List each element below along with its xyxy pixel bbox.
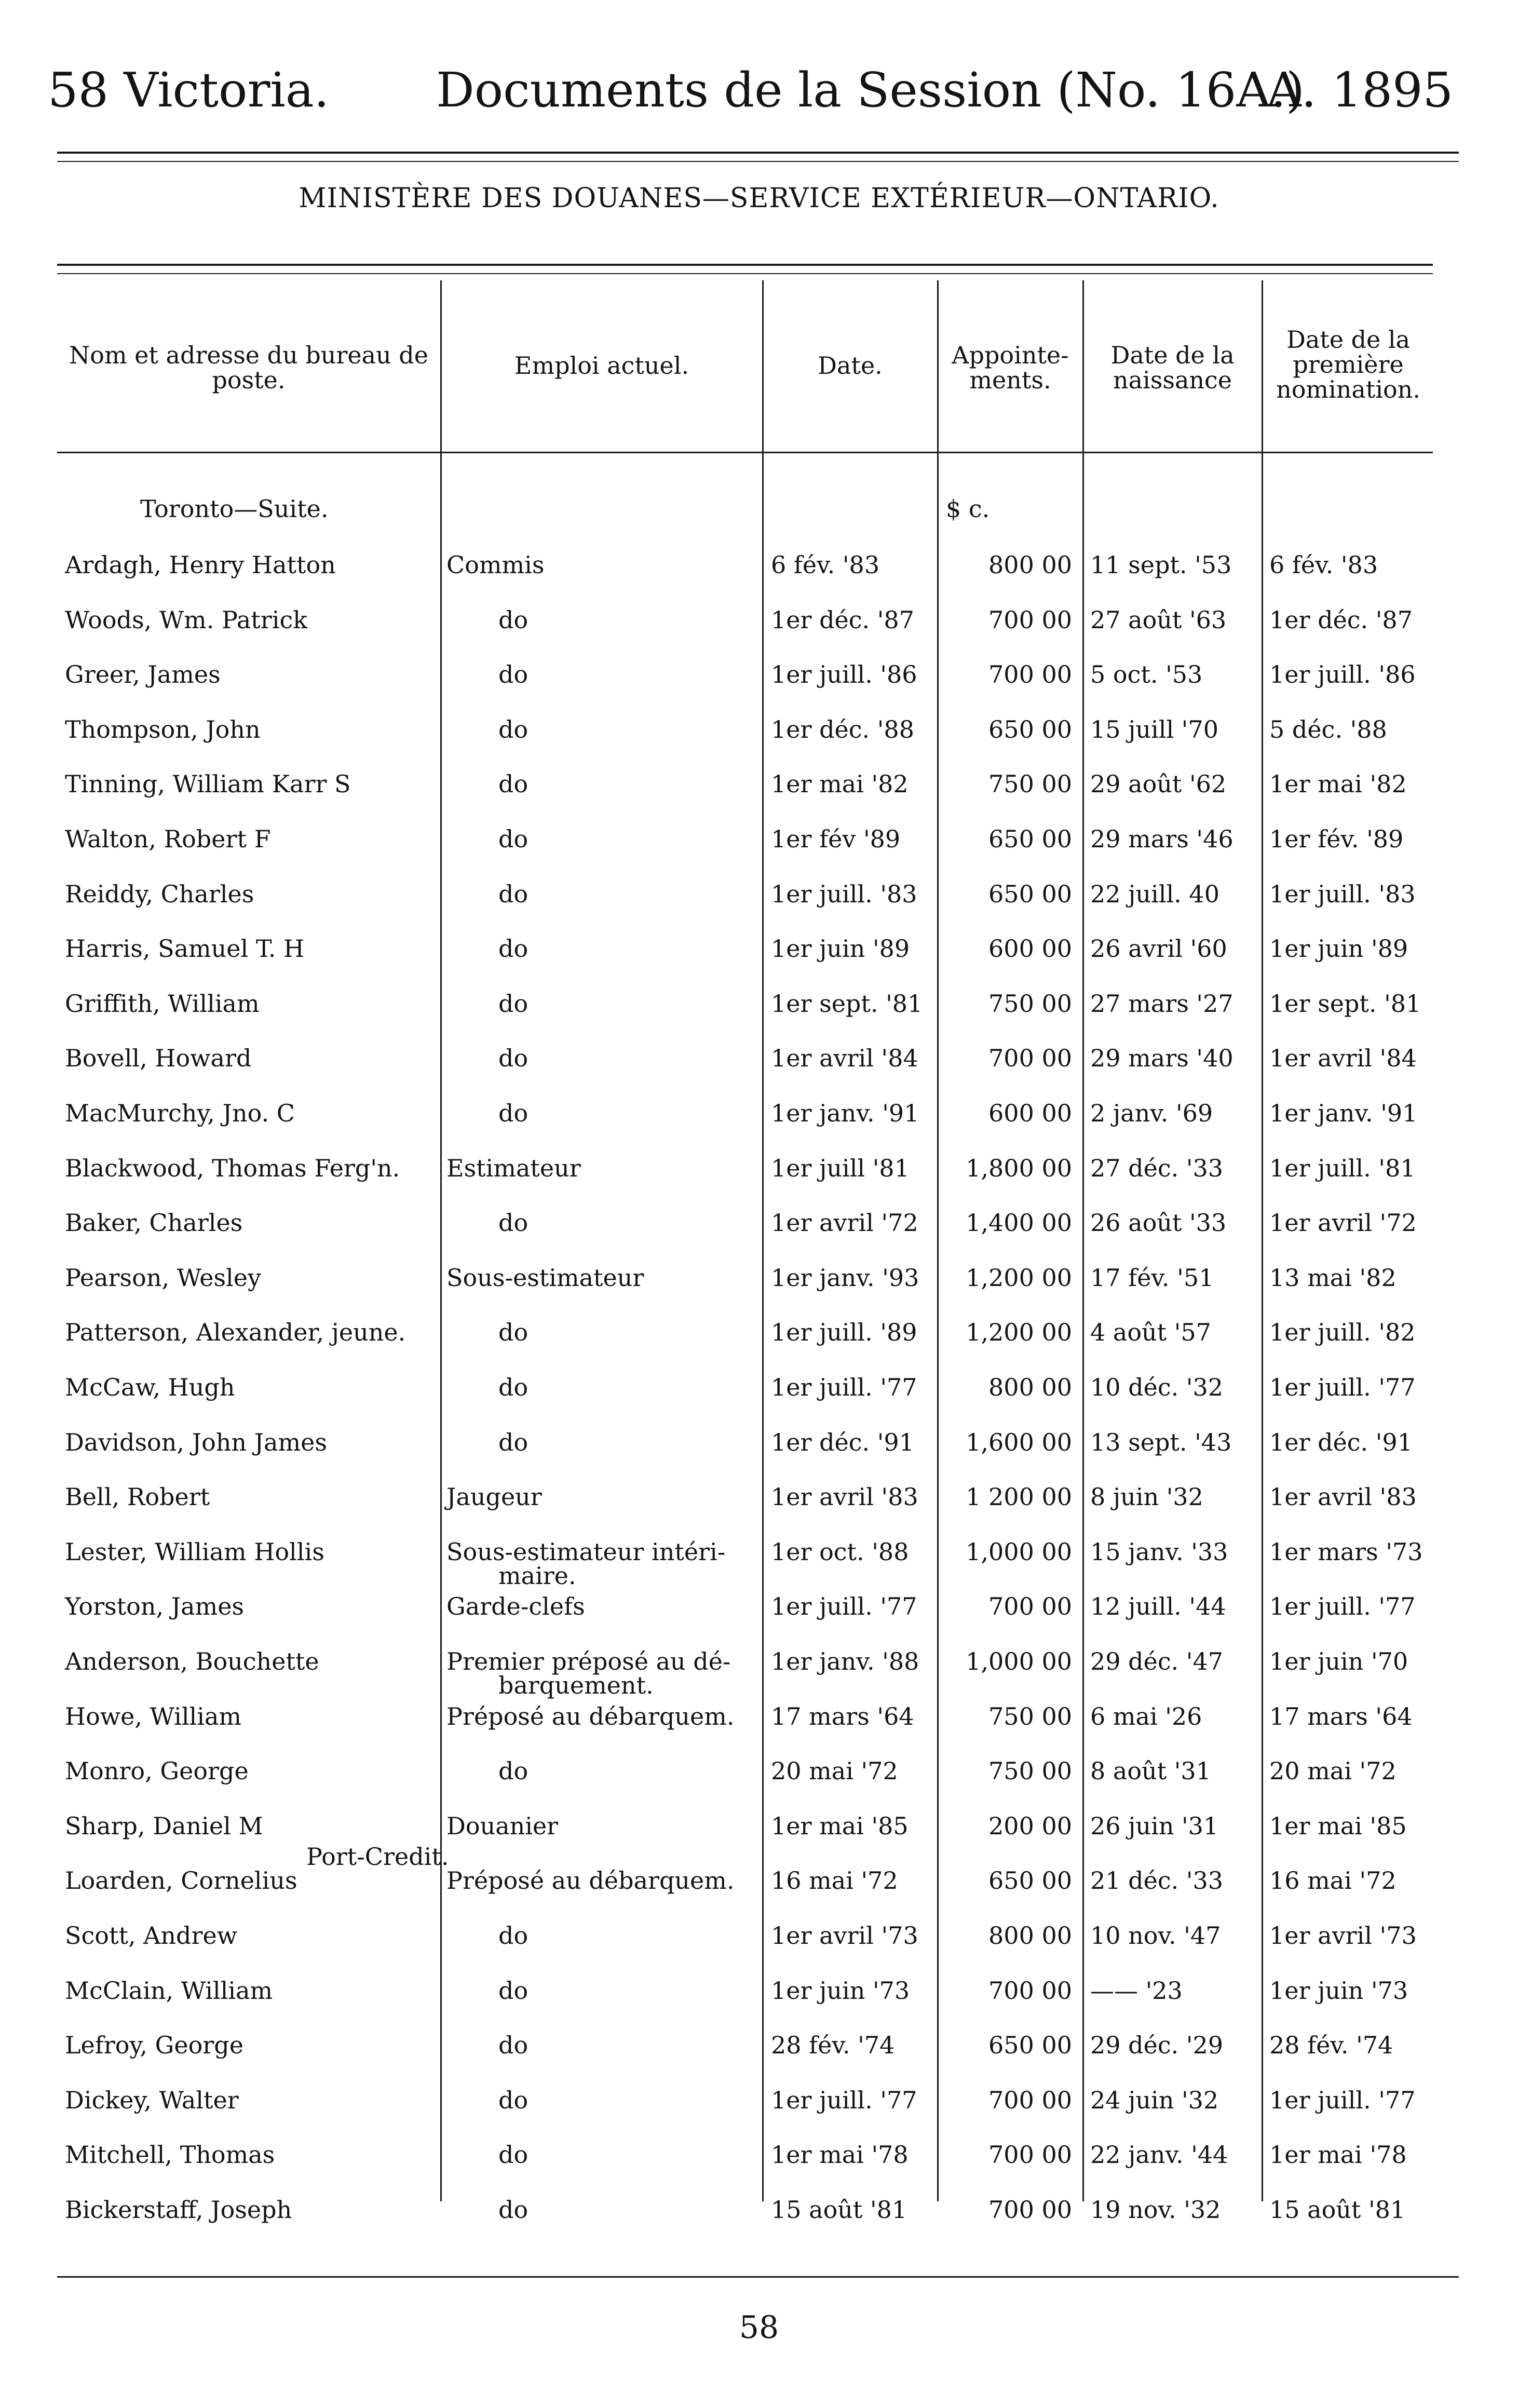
cell-name: MacMurchy, Jno. C	[65, 1099, 295, 1127]
cell-name: Reiddy, Charles	[65, 880, 254, 908]
cell-nomination: 1er mai '85	[1269, 1811, 1407, 1840]
cell-emploi: do	[498, 1209, 528, 1237]
cell-nomination: 1er avril '72	[1269, 1209, 1417, 1237]
cell-nomination: 1er juin '89	[1269, 935, 1408, 963]
col-header-name: Nom et adresse du bureau de poste.	[69, 341, 428, 394]
cell-name: Yorston, James	[65, 1592, 245, 1621]
cell-nomination: 15 août '81	[1269, 2196, 1406, 2224]
cell-emploi: do	[498, 715, 528, 743]
cell-date: 6 fév. '83	[771, 551, 880, 579]
cell-date: 1er juin '73	[771, 1976, 910, 2005]
cell-naissance: 2 janv. '69	[1090, 1099, 1213, 1127]
cell-name: Loarden, Cornelius	[65, 1866, 297, 1895]
cell-naissance: 24 juin '32	[1090, 2086, 1219, 2114]
cell-emploi: do	[498, 1373, 528, 1401]
page-number: 58	[739, 2309, 779, 2346]
cell-date: 17 mars '64	[771, 1702, 914, 1730]
cell-date: 1er oct. '88	[771, 1537, 909, 1566]
cell-naissance: 10 nov. '47	[1090, 1922, 1221, 1950]
cell-appointements: 600 00	[988, 935, 1072, 963]
cell-nomination: 1er avril '84	[1269, 1044, 1417, 1073]
cell-date: 1er mai '82	[771, 770, 909, 799]
cell-appointements: 700 00	[988, 1044, 1072, 1073]
cell-name: Sharp, Daniel M	[65, 1811, 263, 1840]
cell-naissance: 29 déc. '47	[1090, 1647, 1224, 1675]
cell-name: Dickey, Walter	[65, 2086, 239, 2114]
cell-name: Scott, Andrew	[65, 1922, 238, 1950]
col-header-emploi: Emploi actuel.	[514, 351, 689, 380]
cell-naissance: 8 août '31	[1090, 1757, 1211, 1785]
cell-nomination: 1er juill. '77	[1269, 2086, 1416, 2114]
cell-date: 28 fév. '74	[771, 2031, 895, 2060]
cell-name: Blackwood, Thomas Ferg'n.	[65, 1154, 400, 1182]
cell-date: 1er déc. '91	[771, 1428, 914, 1456]
cell-emploi: do	[498, 770, 528, 799]
cell-date: 1er janv. '88	[771, 1647, 919, 1675]
cell-naissance: 6 mai '26	[1090, 1702, 1202, 1730]
cell-name: Bovell, Howard	[65, 1044, 252, 1073]
cell-date: 15 août '81	[771, 2196, 907, 2224]
cell-date: 1er juill. '77	[771, 1592, 917, 1621]
cell-nomination: 1er juill. '86	[1269, 660, 1416, 689]
cell-emploi: do	[498, 1922, 528, 1950]
header-center: Documents de la Session (No. 16A.)	[436, 62, 1305, 118]
cell-naissance: 26 août '33	[1090, 1209, 1227, 1237]
cell-date: 1er fév '89	[771, 825, 901, 853]
cell-naissance: 22 juill. 40	[1090, 880, 1219, 908]
cell-naissance: 27 mars '27	[1090, 989, 1234, 1018]
cell-date: 1er juill. '77	[771, 2086, 917, 2114]
cell-naissance: 15 juill '70	[1090, 715, 1218, 743]
cell-appointements: 650 00	[988, 880, 1072, 908]
cell-naissance: 17 fév. '51	[1090, 1263, 1214, 1292]
cell-naissance: 8 juin '32	[1090, 1483, 1203, 1511]
cell-appointements: 700 00	[988, 605, 1072, 634]
cell-appointements: 700 00	[988, 2086, 1072, 2114]
table-header-rule	[57, 452, 1433, 453]
cell-emploi: Commis	[446, 551, 545, 579]
header-rule-top	[57, 152, 1459, 154]
cell-name: McClain, William	[65, 1976, 273, 2005]
cell-date: 1er avril '72	[771, 1209, 918, 1237]
cell-nomination: 1er juill. '83	[1269, 880, 1416, 908]
cell-appointements: 650 00	[988, 2031, 1072, 2060]
cell-naissance: 5 oct. '53	[1090, 660, 1203, 689]
cell-appointements: 650 00	[988, 1866, 1072, 1895]
cell-emploi: Jaugeur	[446, 1483, 542, 1511]
cell-emploi: Garde-clefs	[446, 1592, 585, 1621]
cell-name: Mitchell, Thomas	[65, 2141, 275, 2169]
cell-name: Bell, Robert	[65, 1483, 210, 1511]
cell-emploi: Sous-estimateur	[446, 1263, 644, 1292]
cell-naissance: 22 janv. '44	[1090, 2141, 1228, 2169]
cell-appointements: 800 00	[988, 1373, 1072, 1401]
cell-name: Bickerstaff, Joseph	[65, 2196, 292, 2224]
cell-naissance: 11 sept. '53	[1090, 551, 1232, 579]
cell-name: Lester, William Hollis	[65, 1537, 324, 1566]
col-header-date: Date.	[818, 351, 883, 380]
cell-emploi: Préposé au débarquem.	[446, 1702, 735, 1730]
currency-label: $ c.	[946, 495, 990, 523]
cell-emploi: do	[498, 2086, 528, 2114]
cell-date: 1er mai '78	[771, 2141, 909, 2169]
cell-appointements: 750 00	[988, 1757, 1072, 1785]
cell-emploi: do	[498, 825, 528, 853]
cell-name: Howe, William	[65, 1702, 242, 1730]
cell-appointements: 650 00	[988, 715, 1072, 743]
cell-nomination: 6 fév. '83	[1269, 551, 1378, 579]
column-divider	[440, 280, 442, 2201]
cell-name: Thompson, John	[65, 715, 261, 743]
header-right: A. 1895	[1267, 62, 1454, 118]
cell-emploi: Sous-estimateur intéri-	[446, 1537, 726, 1566]
cell-appointements: 700 00	[988, 1592, 1072, 1621]
cell-name: Pearson, Wesley	[65, 1263, 261, 1292]
cell-naissance: 29 mars '40	[1090, 1044, 1234, 1073]
col-header-nomination: Date de la première nomination.	[1276, 326, 1420, 403]
cell-naissance: 15 janv. '33	[1090, 1537, 1228, 1566]
cell-name: Harris, Samuel T. H	[65, 935, 305, 963]
cell-nomination: 1er avril '83	[1269, 1483, 1417, 1511]
cell-nomination: 1er juill. '82	[1269, 1318, 1416, 1347]
header-rule-bottom	[57, 161, 1459, 162]
cell-date: 1er déc. '87	[771, 605, 914, 634]
column-divider	[1262, 280, 1263, 2201]
cell-naissance: 4 août '57	[1090, 1318, 1211, 1347]
cell-naissance: 13 sept. '43	[1090, 1428, 1232, 1456]
cell-nomination: 28 fév. '74	[1269, 2031, 1393, 2060]
col-header-naissance: Date de la naissance	[1110, 341, 1235, 394]
cell-date: 1er juill. '89	[771, 1318, 917, 1347]
cell-emploi: do	[498, 935, 528, 963]
cell-date: 1er avril '73	[771, 1922, 918, 1950]
cell-date: 1er juill. '86	[771, 660, 917, 689]
cell-emploi: do	[498, 660, 528, 689]
cell-emploi: do	[498, 989, 528, 1018]
cell-emploi: Estimateur	[446, 1154, 581, 1182]
cell-emploi: Douanier	[446, 1811, 559, 1840]
cell-name: Anderson, Bouchette	[65, 1647, 319, 1675]
cell-naissance: 27 déc. '33	[1090, 1154, 1224, 1182]
cell-date: 1er juill. '83	[771, 880, 917, 908]
cell-name: Walton, Robert F	[65, 825, 271, 853]
cell-nomination: 5 déc. '88	[1269, 715, 1387, 743]
cell-name: Baker, Charles	[65, 1209, 243, 1237]
cell-naissance: 26 juin '31	[1090, 1811, 1219, 1840]
cell-emploi: do	[498, 1976, 528, 2005]
cell-naissance: 29 mars '46	[1090, 825, 1234, 853]
cell-appointements: 650 00	[988, 825, 1072, 853]
cell-appointements: 1,800 00	[966, 1154, 1072, 1182]
header-left: 58 Victoria.	[48, 62, 329, 118]
cell-date: 1er janv. '91	[771, 1099, 919, 1127]
cell-appointements: 750 00	[988, 770, 1072, 799]
cell-appointements: 200 00	[988, 1811, 1072, 1840]
cell-appointements: 1,200 00	[966, 1318, 1072, 1347]
cell-date: 1er juill. '77	[771, 1373, 917, 1401]
cell-nomination: 20 mai '72	[1269, 1757, 1397, 1785]
cell-appointements: 1 200 00	[966, 1483, 1072, 1511]
cell-emploi: do	[498, 605, 528, 634]
cell-emploi: do	[498, 880, 528, 908]
cell-emploi: do	[498, 1044, 528, 1073]
cell-appointements: 700 00	[988, 660, 1072, 689]
cell-emploi: Préposé au débarquem.	[446, 1866, 735, 1895]
column-divider	[1082, 280, 1084, 2201]
cell-appointements: 800 00	[988, 551, 1072, 579]
col-header-appointements: Appointe-ments.	[952, 341, 1069, 394]
cell-nomination: 17 mars '64	[1269, 1702, 1413, 1730]
cell-name: Ardagh, Henry Hatton	[65, 551, 336, 579]
cell-appointements: 700 00	[988, 1976, 1072, 2005]
cell-nomination: 1er mars '73	[1269, 1537, 1423, 1566]
cell-naissance: 19 nov. '32	[1090, 2196, 1221, 2224]
cell-nomination: 16 mai '72	[1269, 1866, 1397, 1895]
cell-appointements: 800 00	[988, 1922, 1072, 1950]
cell-emploi: do	[498, 1428, 528, 1456]
cell-naissance: 10 déc. '32	[1090, 1373, 1224, 1401]
cell-date: 1er sept. '81	[771, 989, 923, 1018]
table-rule-top-2	[57, 273, 1433, 274]
cell-nomination: 1er déc. '87	[1269, 605, 1413, 634]
cell-nomination: 1er juill. '77	[1269, 1592, 1416, 1621]
cell-name: Greer, James	[65, 660, 221, 689]
cell-date: 20 mai '72	[771, 1757, 898, 1785]
cell-date: 1er mai '85	[771, 1811, 909, 1840]
column-divider	[937, 280, 939, 2201]
cell-nomination: 1er juin '70	[1269, 1647, 1408, 1675]
cell-appointements: 1,400 00	[966, 1209, 1072, 1237]
cell-name: Patterson, Alexander, jeune.	[65, 1318, 406, 1347]
cell-name: Woods, Wm. Patrick	[65, 605, 308, 634]
cell-emploi: do	[498, 2141, 528, 2169]
cell-appointements: 750 00	[988, 989, 1072, 1018]
table-rule-bottom	[57, 2276, 1459, 2278]
page-subtitle: MINISTÈRE DES DOUANES—SERVICE EXTÉRIEUR—ONTARIO.	[299, 183, 1219, 214]
cell-appointements: 700 00	[988, 2196, 1072, 2224]
place-label: Port-Credit.	[306, 1843, 449, 1871]
cell-date: 1er avril '84	[771, 1044, 918, 1073]
cell-nomination: 1er mai '82	[1269, 770, 1407, 799]
cell-nomination: 1er mai '78	[1269, 2141, 1407, 2169]
cell-emploi-continued: maire.	[498, 1561, 576, 1590]
cell-emploi: do	[498, 1757, 528, 1785]
cell-nomination: 1er juill. '77	[1269, 1373, 1416, 1401]
cell-date: 1er avril '83	[771, 1483, 918, 1511]
cell-naissance: 21 déc. '33	[1090, 1866, 1224, 1895]
cell-name: Griffith, William	[65, 989, 260, 1018]
cell-emploi: do	[498, 1318, 528, 1347]
cell-naissance: 29 déc. '29	[1090, 2031, 1224, 2060]
cell-date: 16 mai '72	[771, 1866, 898, 1895]
column-divider	[762, 280, 764, 2201]
cell-date: 1er déc. '88	[771, 715, 914, 743]
cell-name: Tinning, William Karr S	[65, 770, 351, 799]
cell-appointements: 1,600 00	[966, 1428, 1072, 1456]
cell-emploi-continued: barquement.	[498, 1671, 654, 1699]
cell-appointements: 1,000 00	[966, 1537, 1072, 1566]
cell-emploi: do	[498, 2196, 528, 2224]
cell-naissance: 12 juill. '44	[1090, 1592, 1226, 1621]
cell-name: Monro, George	[65, 1757, 249, 1785]
cell-name: Lefroy, George	[65, 2031, 243, 2060]
cell-emploi: do	[498, 1099, 528, 1127]
table-rule-top	[57, 264, 1433, 266]
cell-naissance: 27 août '63	[1090, 605, 1227, 634]
cell-emploi: Premier préposé au dé-	[446, 1647, 731, 1675]
cell-date: 1er juill '81	[771, 1154, 910, 1182]
cell-nomination: 1er juin '73	[1269, 1976, 1408, 2005]
cell-appointements: 750 00	[988, 1702, 1072, 1730]
cell-name: Davidson, John James	[65, 1428, 327, 1456]
section-label: Toronto—Suite.	[140, 495, 329, 523]
cell-nomination: 1er janv. '91	[1269, 1099, 1418, 1127]
cell-date: 1er juin '89	[771, 935, 910, 963]
cell-appointements: 1,000 00	[966, 1647, 1072, 1675]
cell-nomination: 13 mai '82	[1269, 1263, 1397, 1292]
cell-nomination: 1er déc. '91	[1269, 1428, 1413, 1456]
cell-emploi: do	[498, 2031, 528, 2060]
cell-nomination: 1er sept. '81	[1269, 989, 1421, 1018]
cell-appointements: 700 00	[988, 2141, 1072, 2169]
cell-appointements: 1,200 00	[966, 1263, 1072, 1292]
cell-appointements: 600 00	[988, 1099, 1072, 1127]
cell-naissance: 29 août '62	[1090, 770, 1227, 799]
cell-naissance: 26 avril '60	[1090, 935, 1227, 963]
cell-nomination: 1er juill. '81	[1269, 1154, 1416, 1182]
cell-naissance: —— '23	[1090, 1976, 1183, 2005]
cell-nomination: 1er fév. '89	[1269, 825, 1404, 853]
cell-date: 1er janv. '93	[771, 1263, 919, 1292]
cell-nomination: 1er avril '73	[1269, 1922, 1417, 1950]
cell-name: McCaw, Hugh	[65, 1373, 235, 1401]
